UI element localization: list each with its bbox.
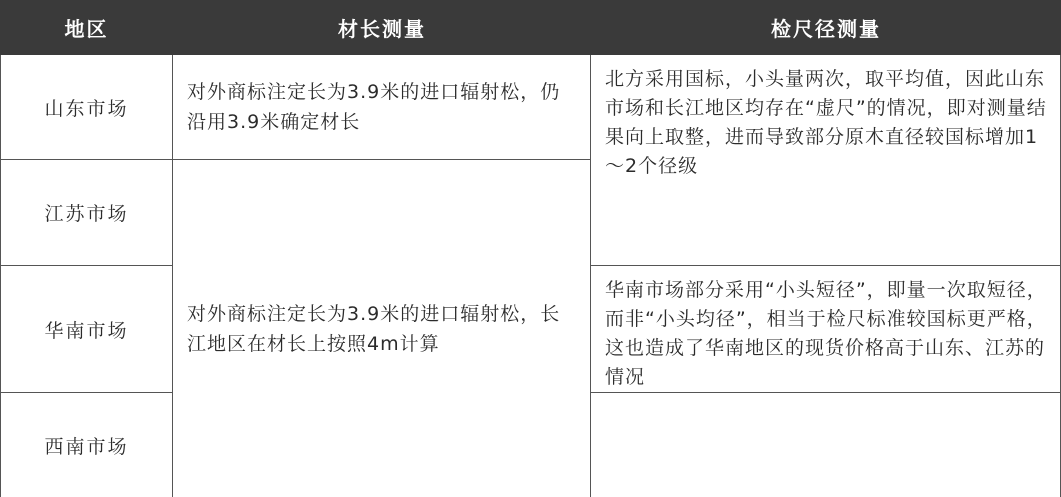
region-cell-huanan: 华南市场 bbox=[0, 266, 173, 393]
header-region: 地区 bbox=[0, 0, 173, 55]
region-cell-shandong: 山东市场 bbox=[0, 55, 173, 160]
diameter-note-north: 北方采用国标，小头量两次，取平均值，因此山东市场和长江地区均存在“虚尺”的情况，即对测量结果向上取整，进而导致部分原木直径较国标增加1～2个径级 bbox=[591, 55, 1061, 266]
header-diameter: 检尺径测量 bbox=[591, 0, 1061, 55]
header-length: 材长测量 bbox=[173, 0, 591, 55]
length-note-shandong: 对外商标注定长为3.9米的进口辐射松，仍沿用3.9米确定材长 bbox=[173, 55, 591, 160]
length-note-other: 对外商标注定长为3.9米的进口辐射松，长江地区在材长上按照4m计算 bbox=[173, 160, 591, 497]
diameter-note-huanan: 华南市场部分采用“小头短径”，即量一次取短径，而非“小头均径”，相当于检尺标准较国标更严格，这也造成了华南地区的现货价格高于山东、江苏的情况 bbox=[591, 266, 1061, 393]
region-cell-xinan: 西南市场 bbox=[0, 393, 173, 497]
diameter-note-xinan bbox=[591, 393, 1061, 497]
region-cell-jiangsu: 江苏市场 bbox=[0, 160, 173, 266]
